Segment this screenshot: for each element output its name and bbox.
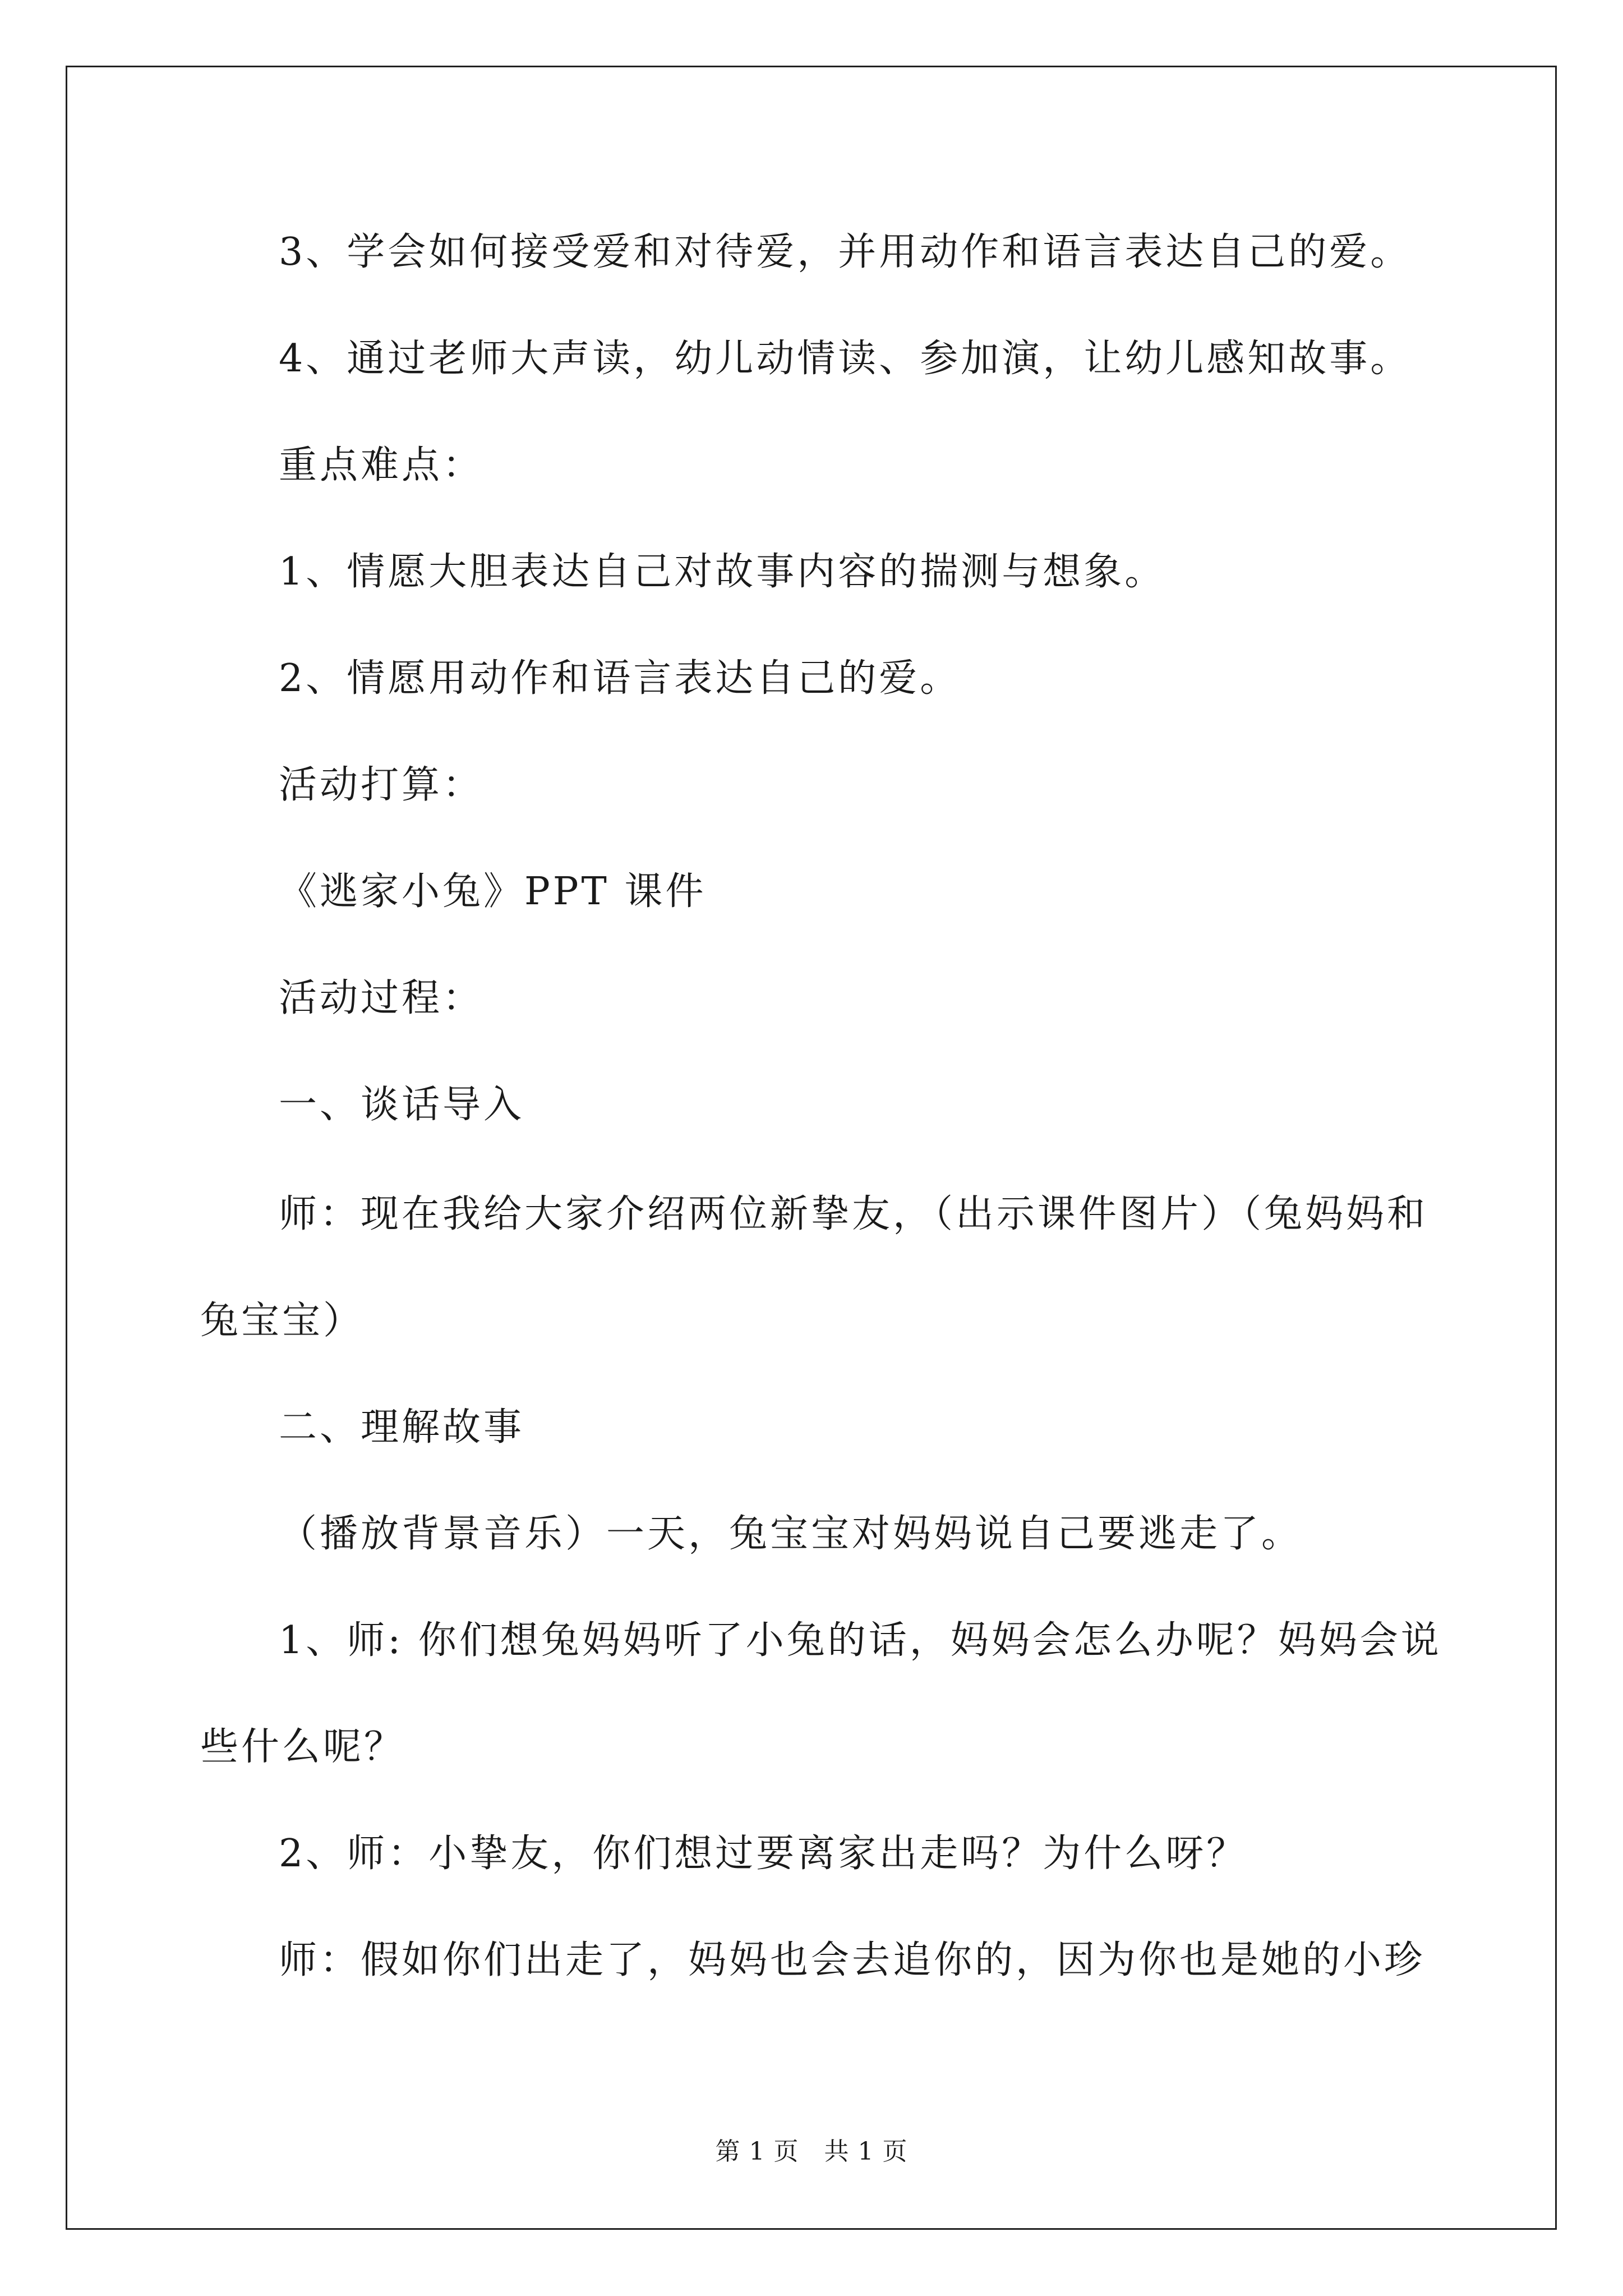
- paragraph-10-line-2: 兔宝宝）: [200, 1299, 365, 1343]
- paragraph-1: 3、学会如何接受爱和对待爱，并用动作和语言表达自己的爱。: [279, 230, 1412, 274]
- paragraph-2: 4、通过老师大声读，幼儿动情读、参加演，让幼儿感知故事。: [279, 337, 1412, 381]
- page-footer: 第 1 页 共 1 页: [715, 2137, 908, 2166]
- paragraph-10-line-1: 师：现在我给大家介绍两位新挚友，（出示课件图片）（兔妈妈和: [279, 1192, 1428, 1236]
- paragraph-5: 2、情愿用动作和语言表达自己的爱。: [279, 656, 961, 701]
- paragraph-14: 2、师：小挚友，你们想过要离家出走吗？为什么呀？: [279, 1832, 1248, 1876]
- page-border: [66, 66, 1557, 2230]
- paragraph-3: 重点难点：: [279, 443, 484, 487]
- paragraph-13-line-2: 些什么呢？: [200, 1725, 405, 1769]
- paragraph-7: 《逃家小兔》PPT 课件: [279, 869, 707, 914]
- paragraph-6: 活动打算：: [279, 763, 484, 807]
- paragraph-8: 活动过程：: [279, 976, 484, 1020]
- paragraph-9: 一、谈话导入: [279, 1083, 525, 1127]
- paragraph-12: （播放背景音乐）一天，兔宝宝对妈妈说自己要逃走了。: [279, 1512, 1303, 1556]
- paragraph-4: 1、情愿大胆表达自己对故事内容的揣测与想象。: [279, 550, 1166, 594]
- paragraph-15: 师：假如你们出走了，妈妈也会去追你的，因为你也是她的小珍: [279, 1938, 1426, 1982]
- paragraph-13-line-1: 1、师: 你们想兔妈妈听了小兔的话，妈妈会怎么办呢？妈妈会说: [279, 1618, 1442, 1663]
- paragraph-11: 二、理解故事: [279, 1405, 525, 1450]
